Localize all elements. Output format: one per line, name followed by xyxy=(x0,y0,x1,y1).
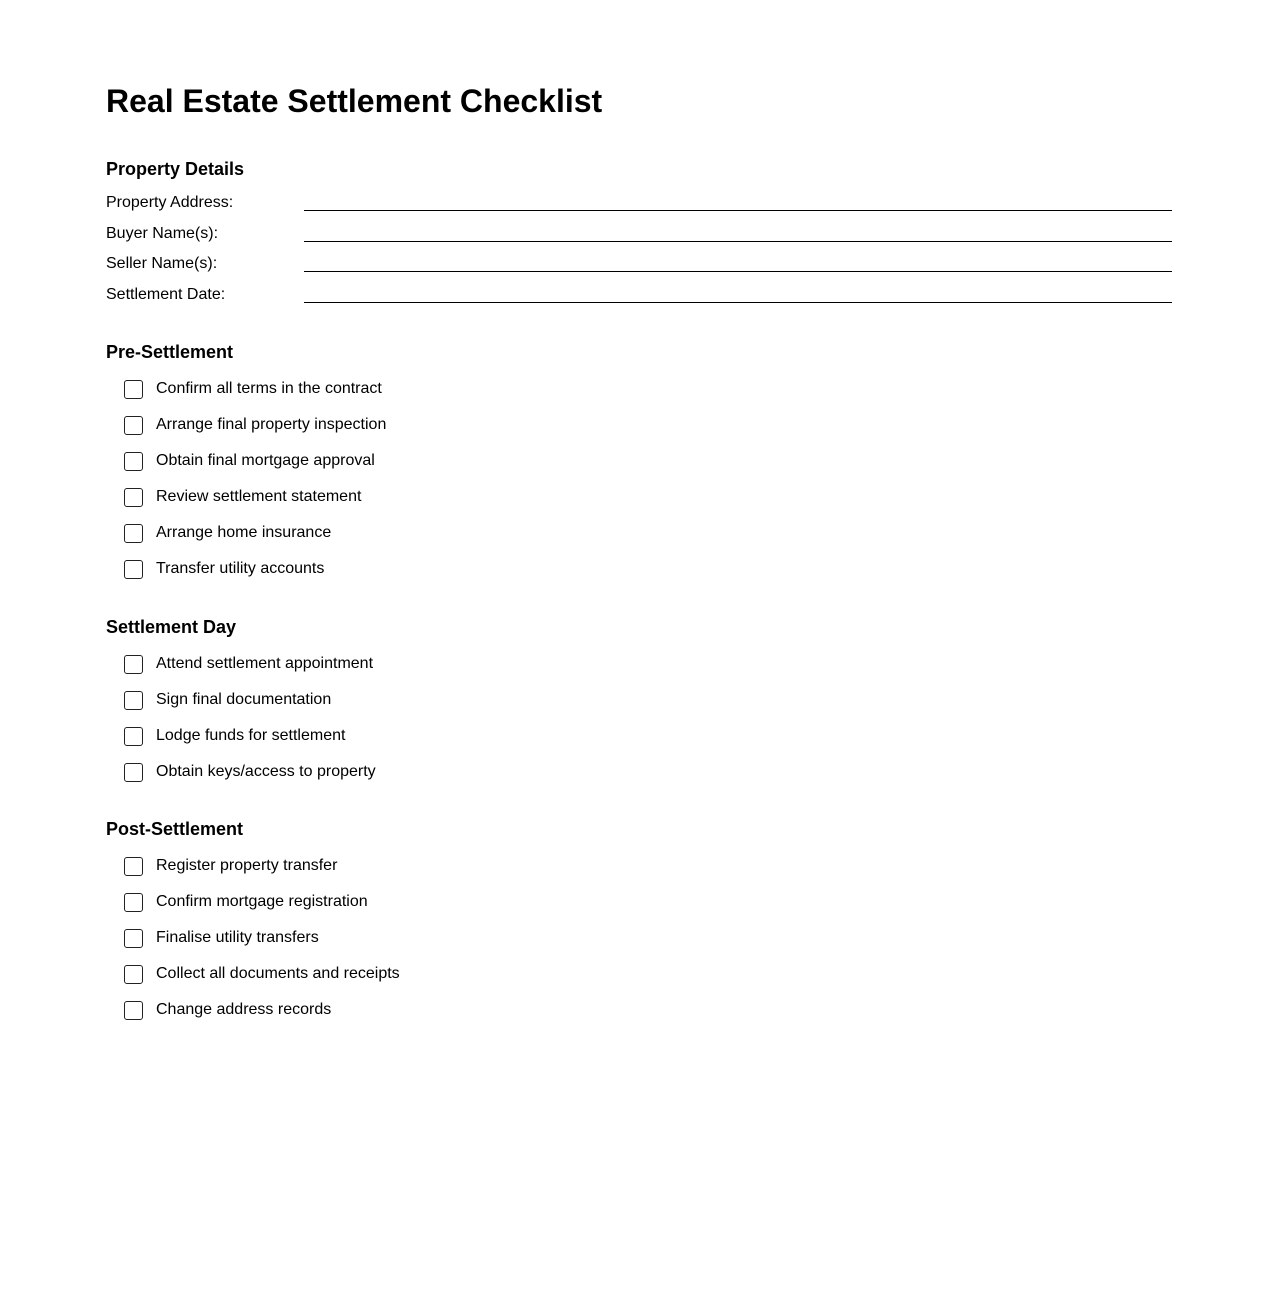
checkbox[interactable] xyxy=(124,893,143,912)
buyer-names-input-line[interactable] xyxy=(304,241,1172,242)
checkbox[interactable] xyxy=(124,560,143,579)
checklist-item[interactable] xyxy=(124,450,375,472)
section-heading-property-details: Property Details xyxy=(106,159,245,179)
seller-names-input-line[interactable] xyxy=(304,271,1172,272)
seller-names-field xyxy=(106,254,1172,280)
settlement-date-field xyxy=(106,285,1172,311)
checkbox[interactable] xyxy=(124,452,143,471)
checklist-item-label: Register property transfer xyxy=(156,857,338,874)
checkbox[interactable] xyxy=(124,1001,143,1020)
checkbox[interactable] xyxy=(124,488,143,507)
checklist-item-label: Confirm mortgage registration xyxy=(156,893,368,910)
checkbox[interactable] xyxy=(124,524,143,543)
property-address-input-line[interactable] xyxy=(304,210,1172,211)
checklist-item[interactable] xyxy=(124,927,319,949)
checklist-item[interactable] xyxy=(124,999,331,1021)
checklist-item[interactable] xyxy=(124,558,324,580)
page-title: Real Estate Settlement Checklist xyxy=(106,83,603,119)
checklist-item[interactable] xyxy=(124,891,368,913)
checklist-item-label: Attend settlement appointment xyxy=(156,655,374,672)
checklist-item[interactable] xyxy=(124,414,386,436)
checklist-item-label: Sign final documentation xyxy=(156,691,332,708)
property-address-label: Property Address: xyxy=(106,194,234,211)
section-heading-settlement-day: Settlement Day xyxy=(106,617,237,637)
checklist-item[interactable] xyxy=(124,378,382,400)
checklist-item[interactable] xyxy=(124,855,337,877)
checklist-item-label: Review settlement statement xyxy=(156,488,362,505)
checklist-item[interactable] xyxy=(124,522,331,544)
settlement-date-label: Settlement Date: xyxy=(106,286,226,303)
checklist-item-label: Collect all documents and receipts xyxy=(156,965,400,982)
checklist-item-label: Confirm all terms in the contract xyxy=(156,380,382,397)
checklist-item-label: Arrange home insurance xyxy=(156,524,332,541)
checklist-item[interactable] xyxy=(124,725,345,747)
checklist-item-label: Finalise utility transfers xyxy=(156,929,319,946)
checkbox[interactable] xyxy=(124,380,143,399)
buyer-names-field xyxy=(106,224,1172,250)
checklist-item-label: Obtain keys/access to property xyxy=(156,763,376,780)
checklist-item[interactable] xyxy=(124,761,376,783)
checklist-item-label: Arrange final property inspection xyxy=(156,416,387,433)
section-heading-post-settlement: Post-Settlement xyxy=(106,819,244,839)
checklist-item[interactable] xyxy=(124,486,361,508)
checkbox[interactable] xyxy=(124,655,143,674)
checkbox[interactable] xyxy=(124,691,143,710)
section-heading-pre-settlement: Pre-Settlement xyxy=(106,342,234,362)
checklist-item-label: Lodge funds for settlement xyxy=(156,727,346,744)
settlement-date-input-line[interactable] xyxy=(304,302,1172,303)
checklist-item[interactable] xyxy=(124,963,400,985)
property-address-field xyxy=(106,193,1172,219)
checkbox[interactable] xyxy=(124,965,143,984)
checklist-item-label: Transfer utility accounts xyxy=(156,560,325,577)
buyer-names-label: Buyer Name(s): xyxy=(106,225,219,242)
seller-names-label: Seller Name(s): xyxy=(106,255,218,272)
checkbox[interactable] xyxy=(124,929,143,948)
checkbox[interactable] xyxy=(124,727,143,746)
checklist-item[interactable] xyxy=(124,689,331,711)
checklist-item-label: Obtain final mortgage approval xyxy=(156,452,375,469)
checkbox[interactable] xyxy=(124,416,143,435)
checkbox[interactable] xyxy=(124,857,143,876)
checkbox[interactable] xyxy=(124,763,143,782)
checklist-item-label: Change address records xyxy=(156,1001,332,1018)
checklist-item[interactable] xyxy=(124,653,373,675)
